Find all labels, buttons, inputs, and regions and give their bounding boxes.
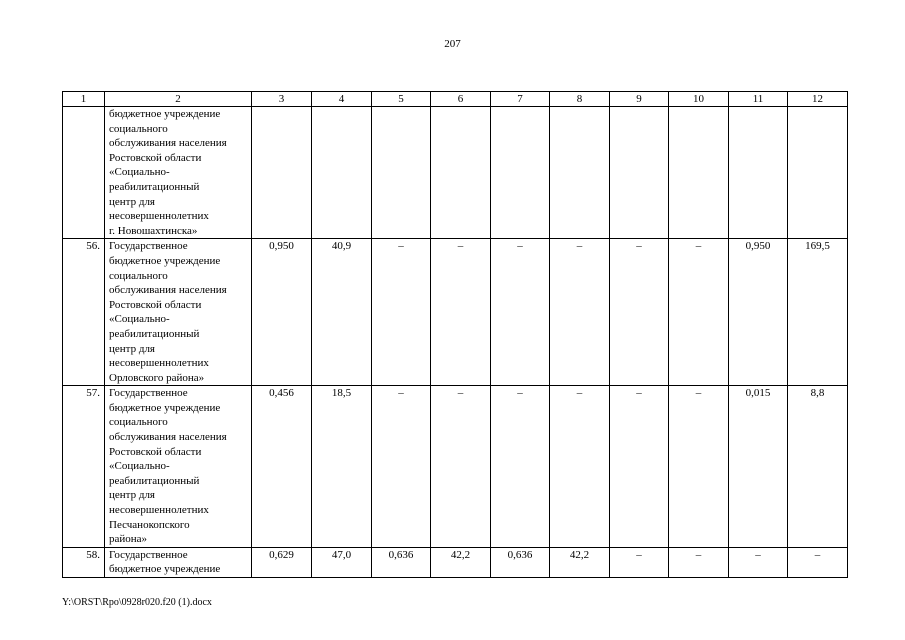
row-number: 56. <box>63 239 105 386</box>
cell-value: – <box>610 386 669 548</box>
table-header-row <box>63 92 848 107</box>
column-header: 4 <box>312 92 372 107</box>
cell-value <box>372 107 431 239</box>
table-row <box>63 547 848 577</box>
row-number <box>63 107 105 239</box>
cell-value: 42,2 <box>431 547 491 577</box>
cell-value: – <box>610 239 669 386</box>
cell-value: 40,9 <box>312 239 372 386</box>
cell-value: – <box>788 547 848 577</box>
cell-value: 0,636 <box>372 547 431 577</box>
column-header: 6 <box>431 92 491 107</box>
institution-name: Государственное бюджетное учреждение социального обслуживания населения Ростовской области «Социально- реабилитационный центр для несовершеннолетних Орловского района» <box>105 239 252 386</box>
cell-value: – <box>372 386 431 548</box>
cell-value <box>669 107 729 239</box>
cell-value <box>491 107 550 239</box>
cell-value: 0,015 <box>729 386 788 548</box>
column-header: 2 <box>105 92 252 107</box>
cell-value <box>550 107 610 239</box>
cell-value: 18,5 <box>312 386 372 548</box>
cell-value: – <box>491 239 550 386</box>
row-number: 57. <box>63 386 105 548</box>
row-number: 58. <box>63 547 105 577</box>
table-row <box>63 107 848 239</box>
cell-value: – <box>729 547 788 577</box>
cell-value <box>610 107 669 239</box>
column-header: 12 <box>788 92 848 107</box>
institution-name: Государственное бюджетное учреждение <box>105 547 252 577</box>
cell-value <box>431 107 491 239</box>
column-header: 1 <box>63 92 105 107</box>
cell-value <box>788 107 848 239</box>
footer-file-path: Y:\ORST\Rpo\0928r020.f20 (1).docx <box>62 597 212 608</box>
cell-value <box>312 107 372 239</box>
column-header: 11 <box>729 92 788 107</box>
cell-value: 0,950 <box>729 239 788 386</box>
cell-value: – <box>550 386 610 548</box>
table-row <box>63 386 848 548</box>
cell-value: 0,456 <box>252 386 312 548</box>
cell-value <box>252 107 312 239</box>
cell-value: 0,950 <box>252 239 312 386</box>
cell-value: – <box>669 547 729 577</box>
cell-value: – <box>431 239 491 386</box>
cell-value: – <box>431 386 491 548</box>
column-header: 8 <box>550 92 610 107</box>
cell-value: – <box>669 386 729 548</box>
cell-value: 0,629 <box>252 547 312 577</box>
cell-value: – <box>669 239 729 386</box>
table-row <box>63 239 848 386</box>
cell-value: 8,8 <box>788 386 848 548</box>
column-header: 7 <box>491 92 550 107</box>
column-header: 5 <box>372 92 431 107</box>
column-header: 3 <box>252 92 312 107</box>
cell-value: 47,0 <box>312 547 372 577</box>
column-header: 10 <box>669 92 729 107</box>
cell-value <box>729 107 788 239</box>
page-number: 207 <box>444 38 461 50</box>
cell-value: – <box>372 239 431 386</box>
cell-value: 42,2 <box>550 547 610 577</box>
cell-value: 169,5 <box>788 239 848 386</box>
data-table <box>62 91 848 578</box>
cell-value: – <box>550 239 610 386</box>
cell-value: 0,636 <box>491 547 550 577</box>
institution-name: бюджетное учреждение социального обслуживания населения Ростовской области «Социально- реабилитационный центр для несовершеннолетних г. Новошахтинска» <box>105 107 252 239</box>
column-header: 9 <box>610 92 669 107</box>
institution-name: Государственное бюджетное учреждение социального обслуживания населения Ростовской области «Социально- реабилитационный центр для несовершеннолетних Песчанокопского района» <box>105 386 252 548</box>
cell-value: – <box>491 386 550 548</box>
cell-value: – <box>610 547 669 577</box>
